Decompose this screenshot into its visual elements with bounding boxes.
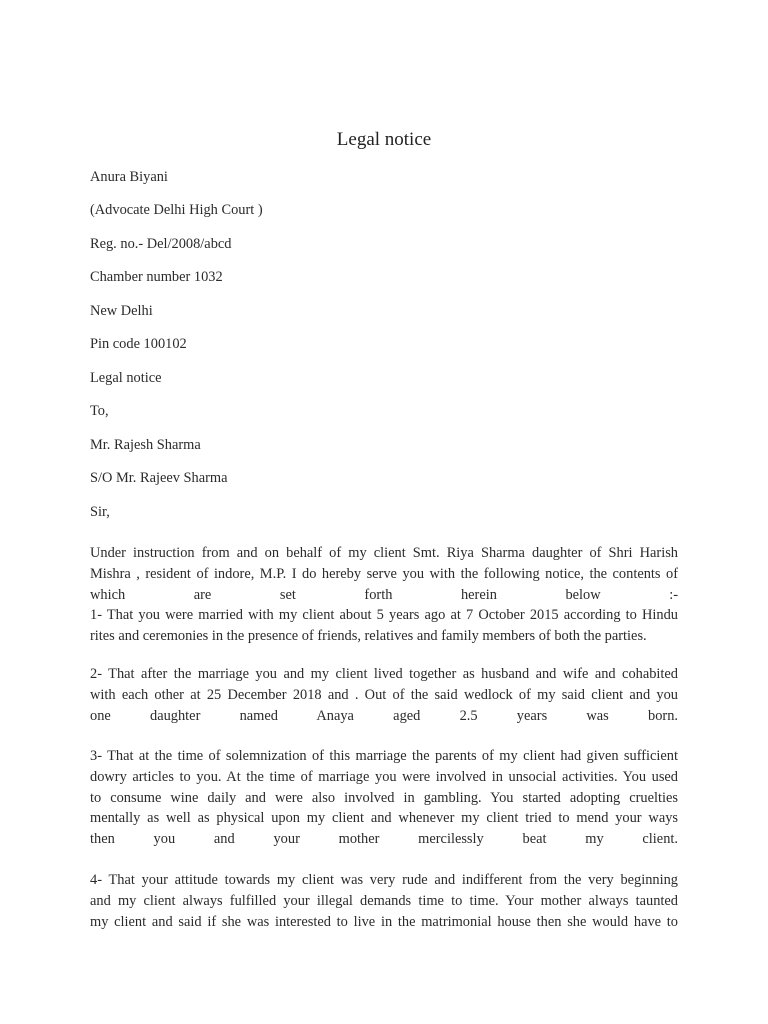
paragraph-line: my client and said if she was interested to live in the matrimonial house then she would have to <box>90 913 678 930</box>
paragraph-line: rites and ceremonies in the presence of friends, relatives and family members of both the parties. <box>90 628 647 645</box>
addressee-label: To, <box>90 403 109 419</box>
notice-label: Legal notice <box>90 370 162 386</box>
paragraph-line: mentally as well as physical upon my client and whenever my client tried to mend your ways <box>90 810 678 827</box>
advocate-designation: (Advocate Delhi High Court ) <box>90 202 263 218</box>
paragraph-line: one daughter named Anaya aged 2.5 years was born. <box>90 707 678 724</box>
paragraph-line: and my client always fulfilled your illegal demands time to time. Your mother always taunted <box>90 892 678 909</box>
paragraph-line: Mishra , resident of indore, M.P. I do hereby serve you with the following notice, the contents of <box>90 565 678 582</box>
paragraph-3 <box>90 746 678 850</box>
addressee-parent: S/O Mr. Rajeev Sharma <box>90 470 228 486</box>
paragraph-introduction <box>90 543 678 647</box>
paragraph-line: Under instruction from and on behalf of my client Smt. Riya Sharma daughter of Shri Harish <box>90 545 678 561</box>
addressee-name: Mr. Rajesh Sharma <box>90 437 201 453</box>
chamber-number: Chamber number 1032 <box>90 269 223 285</box>
paragraph-line: dowry articles to you. At the time of marriage you were involved in unsocial activities. You used <box>90 768 678 785</box>
advocate-name: Anura Biyani <box>90 169 168 185</box>
paragraph-line: then you and your mother mercilessly beat my client. <box>90 831 678 848</box>
paragraph-line: 3- That at the time of solemnization of this marriage the parents of my client had given sufficient <box>90 748 678 764</box>
paragraph-line: with each other at 25 December 2018 and . Out of the said wedlock of my said client and you <box>90 686 678 703</box>
city: New Delhi <box>90 303 153 319</box>
paragraph-4 <box>90 870 678 932</box>
paragraph-line: 2- That after the marriage you and my client lived together as husband and wife and cohabited <box>90 666 678 682</box>
paragraph-line: 1- That you were married with my client about 5 years ago at 7 October 2015 according to Hindu <box>90 607 678 624</box>
paragraph-line: 4- That your attitude towards my client was very rude and indifferent from the very beginning <box>90 872 678 888</box>
paragraph-line: to consume wine daily and were also involved in gambling. You started adopting cruelties <box>90 789 678 806</box>
salutation: Sir, <box>90 504 110 520</box>
paragraph-2 <box>90 664 678 726</box>
registration-number: Reg. no.- Del/2008/abcd <box>90 236 232 252</box>
paragraph-line: which are set forth herein below :- <box>90 586 678 603</box>
document-title: Legal notice <box>336 129 432 150</box>
pin-code: Pin code 100102 <box>90 336 187 352</box>
